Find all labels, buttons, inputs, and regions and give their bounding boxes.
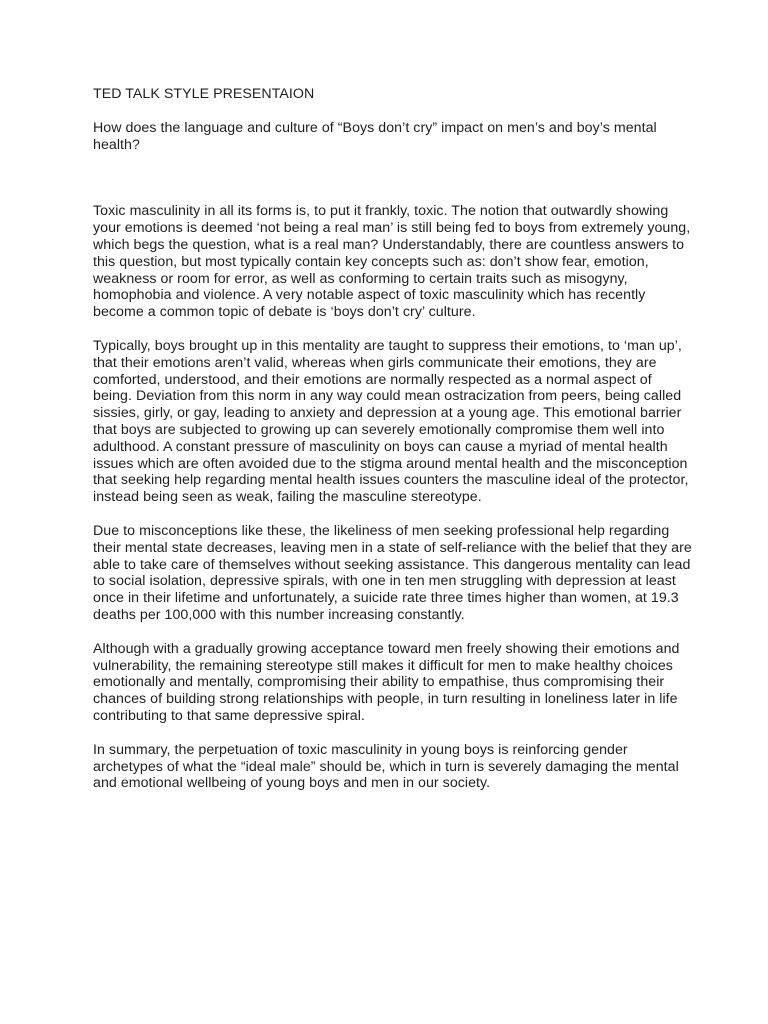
essay-question: How does the language and culture of “Boys don’t cry” impact on men’s and boy’s mental health? [93, 119, 657, 153]
document-body [93, 86, 693, 809]
paragraph-summary: In summary, the perpetuation of toxic masculinity in young boys is reinforcing gender archetypes of what the “ideal male” should be, which in turn is severely damaging the mental and emotional wellbeing of young boys and men in our society. [93, 741, 679, 792]
document-title: TED TALK STYLE PRESENTAION [93, 86, 315, 102]
paragraph-intro: Toxic masculinity in all its forms is, to put it frankly, toxic. The notion that outwardly showing your emotions is deemed ‘not being a real man’ is still being fed to boys from extremely young, which begs the question, what is a real man? Understandably, there are countless answers to this question, but most typically contain key concepts such as: don’t show fear, emotion, weakness or room for error, as well as conforming to certain traits such as misogyny, homophobia and violence. A very notable aspect of toxic masculinity which has recently become a common topic of debate is ‘boys don’t cry’ culture. [93, 203, 691, 321]
paragraph-stereotype: Although with a gradually growing acceptance toward men freely showing their emotions and vulnerability, the remaining stereotype still makes it difficult for men to make healthy choices emotionally and mentally, compromising their ability to empathise, thus compromising their chances of building strong relationships with people, in turn resulting in loneliness later in life contributing to that same depressive spiral. [93, 640, 680, 724]
paragraph-help-seeking: Due to misconceptions like these, the likeliness of men seeking professional help regarding their mental state decreases, leaving men in a state of self-reliance with the belief that they are able to take care of themselves without seeking assistance. This dangerous mentality can lead to social isolation, depressive spirals, with one in ten men struggling with depression at least once in their lifetime and unfortunately, a suicide rate three times higher than women, at 19.3 deaths per 100,000 with this number increasing constantly. [93, 522, 692, 623]
paragraph-suppression: Typically, boys brought up in this mentality are taught to suppress their emotions, to ‘man up’, that their emotions aren’t valid, whereas when girls communicate their emotions, they are comforted, understood, and their emotions are normally respected as a normal aspect of being. Deviation from this norm in any way could mean ostracization from peers, being called sissies, girly, or gay, leading to anxiety and depression at a young age. This emotional barrier that boys are subjected to growing up can severely emotionally compromise them well into adulthood. A constant pressure of masculinity on boys can cause a myriad of mental health issues which are often avoided due to the stigma around mental health and the misconception that seeking help regarding mental health issues counters the masculine ideal of the protector, instead being seen as weak, failing the masculine stereotype. [93, 337, 689, 506]
